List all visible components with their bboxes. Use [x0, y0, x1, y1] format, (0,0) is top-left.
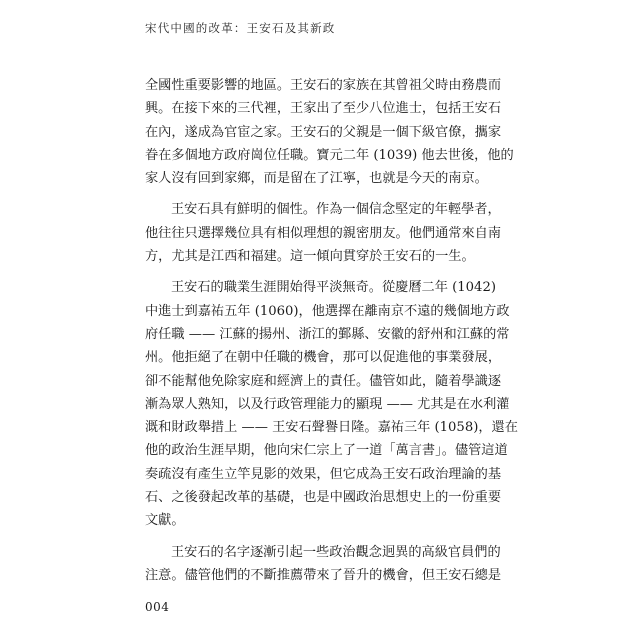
text-line: 王安石具有鮮明的個性。作為一個信念堅定的年輕學者，	[171, 202, 501, 218]
text-line: 眷在多個地方政府崗位任職。寶元二年 (1039) 他去世後，他的	[145, 147, 514, 163]
page-number: 004	[145, 600, 170, 614]
text-line: 文獻。	[145, 513, 185, 529]
text-line: 家人沒有回到家鄉，而是留在了江寧，也就是今天的南京。	[145, 171, 488, 187]
text-line: 中進士到嘉祐五年 (1060)，他選擇在離南京不遠的幾個地方政	[145, 303, 510, 319]
text-line: 興。在接下來的三代裡，王家出了至少八位進士，包括王安石	[145, 101, 502, 117]
text-line: 注意。儘管他們的不斷推薦帶來了晉升的機會，但王安石總是	[145, 567, 502, 583]
text-line: 府任職 —— 江蘇的揚州、浙江的鄞縣、安徽的舒州和江蘇的常	[145, 326, 510, 342]
text-line: 方，尤其是江西和福建。這一傾向貫穿於王安石的一生。	[145, 249, 475, 265]
text-line: 王安石的名字逐漸引起一些政治觀念迥異的高級官員們的	[171, 544, 501, 560]
running-header: 宋代中國的改革：王安石及其新政	[145, 21, 336, 35]
paragraph	[145, 198, 502, 268]
body-text	[145, 74, 518, 587]
text-line: 奏疏沒有產生立竿見影的效果，但它成為王安石政治理論的基	[145, 466, 502, 482]
text-line: 漸為眾人熟知，以及行政管理能力的顯現 —— 尤其是在水利灌	[145, 396, 510, 412]
text-line: 他的政治生涯早期，他向宋仁宗上了一道「萬言書」。儘管這道	[145, 443, 508, 459]
text-line: 在內，遂成為官宦之家。王安石的父親是一個下級官僚，攜家	[145, 124, 502, 140]
paragraph	[145, 74, 514, 190]
paragraph	[145, 276, 518, 532]
text-line: 他往往只選擇幾位具有相似理想的親密朋友。他們通常來自南	[145, 225, 502, 241]
text-line: 州。他拒絕了在朝中任職的機會，那可以促進他的事業發展，	[145, 350, 502, 366]
text-line: 石、之後發起改革的基礎，也是中國政治思想史上的一份重要	[145, 490, 502, 506]
text-line: 卻不能幫他免除家庭和經濟上的責任。儘管如此，隨着學識逐	[145, 373, 502, 389]
text-line: 王安石的職業生涯開始得平淡無奇。從慶曆二年 (1042)	[171, 280, 496, 296]
text-line: 溉和財政舉措上 —— 王安石聲譽日隆。嘉祐三年 (1058)，還在	[145, 420, 518, 436]
text-line: 全國性重要影響的地區。王安石的家族在其曾祖父時由務農而	[145, 78, 502, 93]
paragraph	[145, 541, 502, 588]
